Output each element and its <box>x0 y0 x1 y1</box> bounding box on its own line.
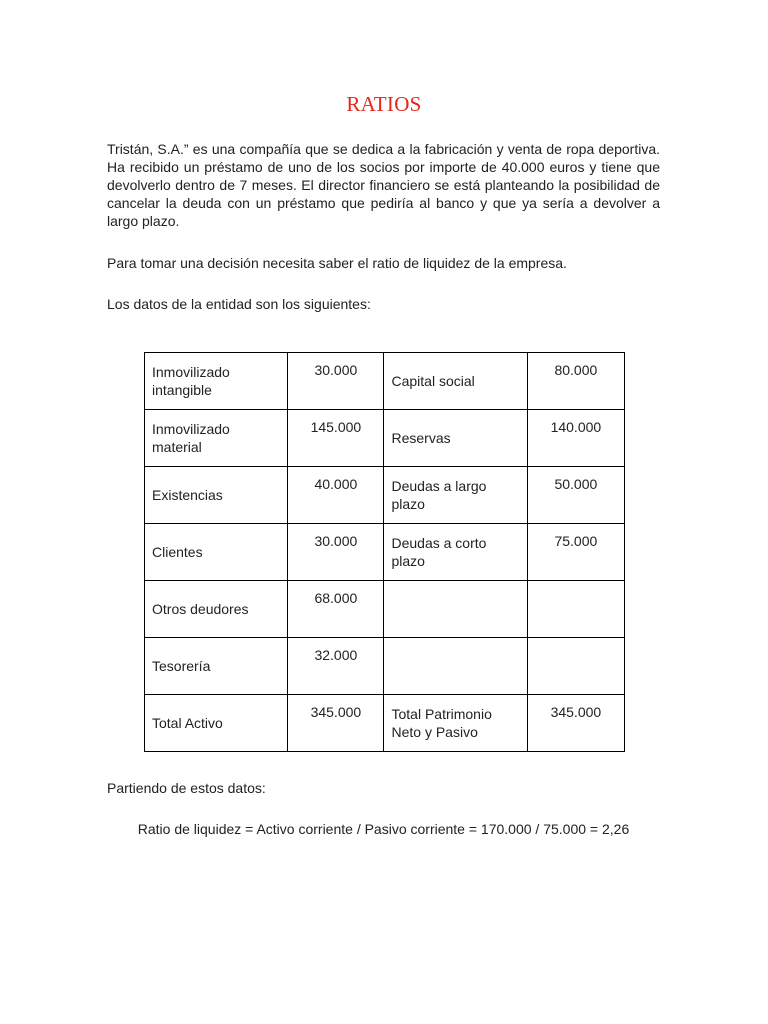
asset-value: 145.000 <box>288 410 384 467</box>
total-assets-label: Total Activo <box>145 695 288 752</box>
table-row <box>145 695 625 752</box>
total-liabilities-value: 345.000 <box>527 695 624 752</box>
table-row <box>145 524 625 581</box>
conclusion-intro-paragraph: Partiendo de estos datos: <box>107 780 266 796</box>
table-row <box>145 353 625 410</box>
liability-label <box>384 581 527 638</box>
liability-value: 75.000 <box>527 524 624 581</box>
table-row <box>145 638 625 695</box>
asset-label: Inmovilizado material <box>145 410 288 467</box>
asset-value: 30.000 <box>288 524 384 581</box>
intro-paragraph: Tristán, S.A.” es una compañía que se dedica a la fabricación y venta de ropa deportiva. Ha recibido un préstamo de uno de los socios por importe de 40.000 euros y tiene que devolverlo dentro de 7 meses. El director financiero se está planteando la posibilidad de cancelar la deuda con un préstamo que pediría al banco y que ya sería a devolver a largo plazo. <box>107 141 660 229</box>
asset-value: 40.000 <box>288 467 384 524</box>
liability-label: Deudas a corto plazo <box>384 524 527 581</box>
liability-value: 80.000 <box>527 353 624 410</box>
liability-value: 140.000 <box>527 410 624 467</box>
total-assets-value: 345.000 <box>288 695 384 752</box>
data-intro-paragraph: Los datos de la entidad son los siguientes: <box>107 296 371 312</box>
table-row <box>145 410 625 467</box>
asset-label: Otros deudores <box>145 581 288 638</box>
liquidity-ratio-formula: Ratio de liquidez = Activo corriente / Pasivo corriente = 170.000 / 75.000 = 2,26 <box>137 821 630 837</box>
liability-label <box>384 638 527 695</box>
liability-label: Reservas <box>384 410 527 467</box>
table-row <box>145 467 625 524</box>
asset-value: 68.000 <box>288 581 384 638</box>
asset-value: 32.000 <box>288 638 384 695</box>
liability-label: Deudas a largo plazo <box>384 467 527 524</box>
liability-value <box>527 638 624 695</box>
liability-label: Capital social <box>384 353 527 410</box>
balance-sheet-table <box>144 352 625 752</box>
asset-label: Clientes <box>145 524 288 581</box>
decision-paragraph: Para tomar una decisión necesita saber el ratio de liquidez de la empresa. <box>107 255 567 271</box>
document-title: RATIOS <box>346 92 422 116</box>
asset-label: Tesorería <box>145 638 288 695</box>
liability-value: 50.000 <box>527 467 624 524</box>
total-liabilities-label: Total Patrimonio Neto y Pasivo <box>384 695 527 752</box>
asset-value: 30.000 <box>288 353 384 410</box>
asset-label: Existencias <box>145 467 288 524</box>
liability-value <box>527 581 624 638</box>
table-row <box>145 581 625 638</box>
asset-label: Inmovilizado intangible <box>145 353 288 410</box>
